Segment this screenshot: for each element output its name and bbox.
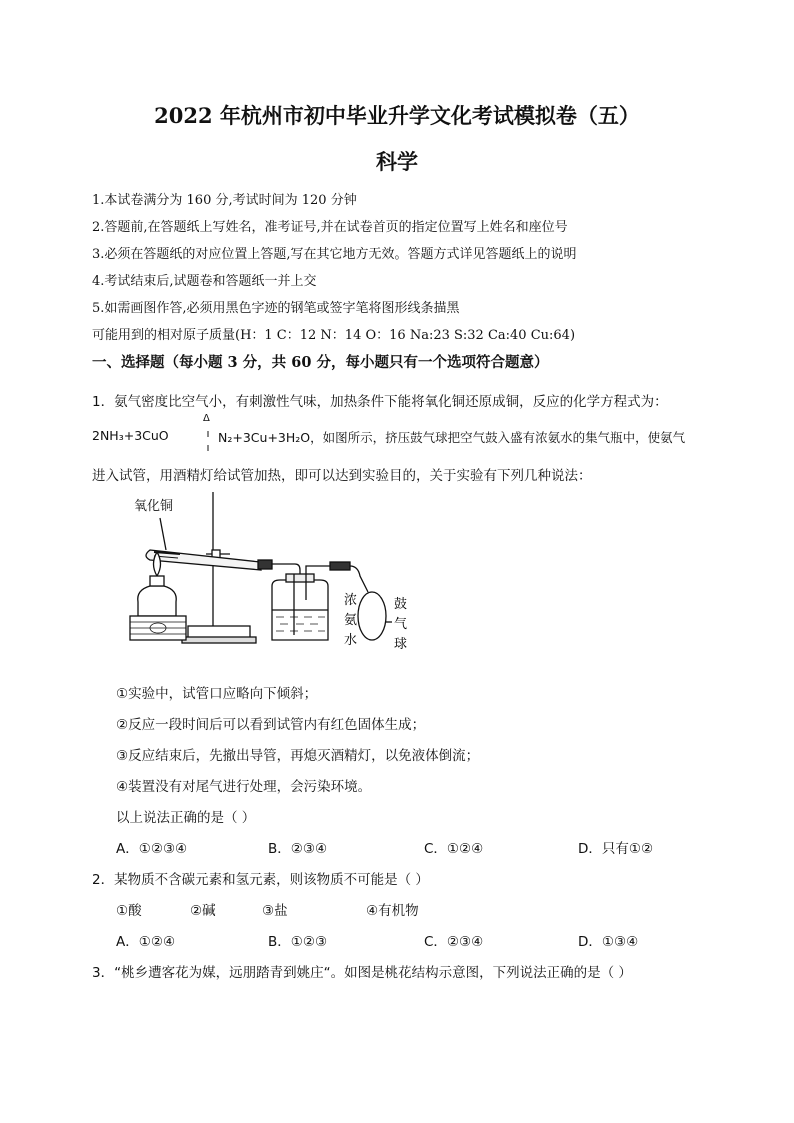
exam-subject: 科学	[376, 149, 418, 174]
q2-stem: 2．某物质不含碳元素和氢元素，则该物质不可能是（ ）	[92, 872, 429, 888]
alcohol-lamp	[138, 586, 177, 616]
q1-equation-condition: Δ	[203, 413, 210, 424]
q1-equation-right: N₂+3Cu+3H₂O，如图所示，挤压鼓气球把空气鼓入盛有浓氨水的集气瓶中，使氨气	[218, 430, 686, 445]
instruction-3: 3.必须在答题纸的对应位置上答题,写在其它地方无效。答题方式详见答题纸上的说明	[92, 247, 577, 262]
apparatus-figure	[120, 490, 420, 655]
label-ammonia-2: 氨	[344, 613, 358, 628]
q1-equation-left: 2NH₃+3CuO	[92, 428, 169, 443]
q2-option-b[interactable]: B．①②③	[268, 934, 328, 950]
label-bulb-2: 气	[394, 617, 408, 632]
q1-option-c[interactable]: C．①②④	[424, 841, 484, 857]
section-heading: 一、选择题（每小题 3 分，共 60 分，每小题只有一个选项符合题意）	[92, 354, 549, 371]
q2-choice-3: ③盐	[262, 903, 288, 919]
instruction-5: 5.如需画图作答,必须用黑色字迹的钢笔或签字笔将图形线条描黑	[92, 301, 460, 316]
instruction-2: 2.答题前,在答题纸上写姓名，准考证号,并在试卷首页的指定位置写上姓名和座位号	[92, 220, 568, 235]
label-bulb-3: 球	[394, 637, 408, 652]
q2-option-a[interactable]: A．①②④	[116, 934, 176, 950]
exam-title: 2022 年杭州市初中毕业升学文化考试模拟卷（五）	[154, 103, 640, 128]
label-ammonia-1: 浓	[344, 593, 358, 608]
q1-stem-line1: 1．氨气密度比空气小，有刺激性气味，加热条件下能将氧化铜还原成铜，反应的化学方程式为：	[92, 394, 668, 410]
q1-statement-4: ④装置没有对尾气进行处理，会污染环境。	[116, 779, 372, 795]
q2-choice-1: ①酸	[116, 903, 142, 919]
q1-statement-3: ③反应结束后，先撤出导管，再熄灭酒精灯，以免液体倒流；	[116, 748, 480, 764]
q1-statement-2: ②反应一段时间后可以看到试管内有红色固体生成；	[116, 717, 426, 733]
equation-sign-icon	[202, 417, 214, 453]
q1-option-a[interactable]: A．①②③④	[116, 841, 188, 857]
q3-stem: 3．“桃乡遭客花为媒，远朋踏青到姚庄“。如图是桃花结构示意图，下列说法正确的是（ ）	[92, 965, 632, 981]
atomic-masses: 可能用到的相对原子质量(H：1 C：12 N：14 O：16 Na:23 S:32 Ca:40 Cu:64)	[92, 328, 576, 343]
q1-stem-line3: 进入试管，用酒精灯给试管加热，即可以达到实验目的，关于实验有下列几种说法：	[92, 468, 592, 484]
q1-option-d[interactable]: D．只有①②	[578, 841, 654, 857]
label-bulb-1: 鼓	[394, 597, 408, 612]
label-ammonia-3: 水	[344, 633, 358, 648]
q1-prompt: 以上说法正确的是（ ）	[116, 810, 256, 826]
rubber-bulb	[358, 592, 386, 640]
q1-option-b[interactable]: B．②③④	[268, 841, 328, 857]
instruction-1: 1.本试卷满分为 160 分,考试时间为 120 分钟	[92, 193, 357, 208]
label-copper-oxide: 氧化铜	[134, 499, 174, 514]
q2-choice-4: ④有机物	[366, 903, 419, 919]
q1-statement-1: ①实验中，试管口应略向下倾斜；	[116, 686, 318, 702]
q2-option-d[interactable]: D．①③④	[578, 934, 639, 950]
q2-choice-2: ②碱	[190, 903, 216, 919]
q2-option-c[interactable]: C．②③④	[424, 934, 484, 950]
stand-base	[188, 626, 250, 638]
instruction-4: 4.考试结束后,试题卷和答题纸一并上交	[92, 274, 317, 289]
